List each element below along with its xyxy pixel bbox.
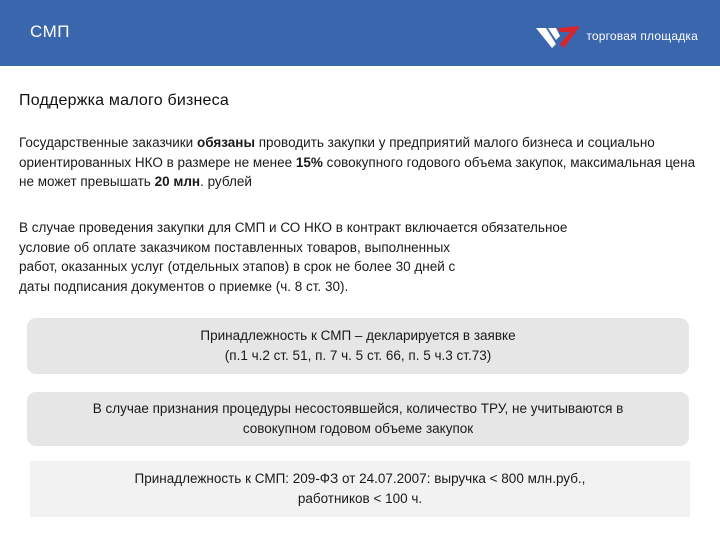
box2-line-1: В случае признания процедуры несостоявшейся, количество ТРУ, не учитываются в — [92, 401, 624, 416]
info-box-criteria — [30, 461, 690, 517]
para2-line-1: В случае проведения закупки для СМП и СО НКО в контракт включается обязательное — [19, 220, 568, 235]
info-box-declaration — [27, 318, 689, 374]
para1-text-4: . рублей — [200, 174, 252, 189]
logo-icon — [534, 22, 582, 50]
para2-line-3: работ, оказанных услуг (отдельных этапов) в срок не более 30 дней с — [19, 259, 456, 274]
info-box-failed-procedure — [27, 392, 689, 446]
box3-line-1: Принадлежность к СМП: 209-ФЗ от 24.07.2007: выручка < 800 млн.руб., — [134, 471, 586, 486]
box1-line-1: Принадлежность к СМП – декларируется в заявке — [200, 328, 516, 343]
para1-text-3: совокупного годового объема закупок, максимальная цена не может превышать — [19, 154, 696, 189]
box1-line-2: (п.1 ч.2 ст. 51, п. 7 ч. 5 ст. 66, п. 5 ч.3 ст.73) — [224, 348, 492, 363]
para1-text-2: проводить закупки у предприятий малого бизнеса и социально ориентированных НКО в размере не менее — [19, 135, 655, 170]
para2-line-4: даты подписания документов о приемке (ч. 8 ст. 30). — [19, 278, 349, 294]
paragraph-payment-terms — [19, 218, 699, 296]
logo — [534, 22, 698, 50]
para2-line-2: условие об оплате заказчиком поставленных товаров, выполненных — [19, 239, 451, 255]
para1-bold-obligated: обязаны — [196, 135, 255, 150]
header-title: СМП — [30, 22, 70, 41]
logo-text: торговая площадка — [586, 29, 698, 43]
box3-line-2: работников < 100 ч. — [297, 491, 423, 506]
para1-text-1: Государственные заказчики — [19, 135, 197, 150]
para1-bold-amount: 20 млн — [154, 174, 201, 189]
para1-bold-percent: 15% — [295, 154, 323, 170]
section-title: Поддержка малого бизнеса — [19, 92, 229, 109]
box2-line-2: совокупном годовом объеме закупок — [242, 421, 474, 436]
paragraph-quota — [19, 133, 699, 192]
header-bar — [0, 0, 720, 66]
